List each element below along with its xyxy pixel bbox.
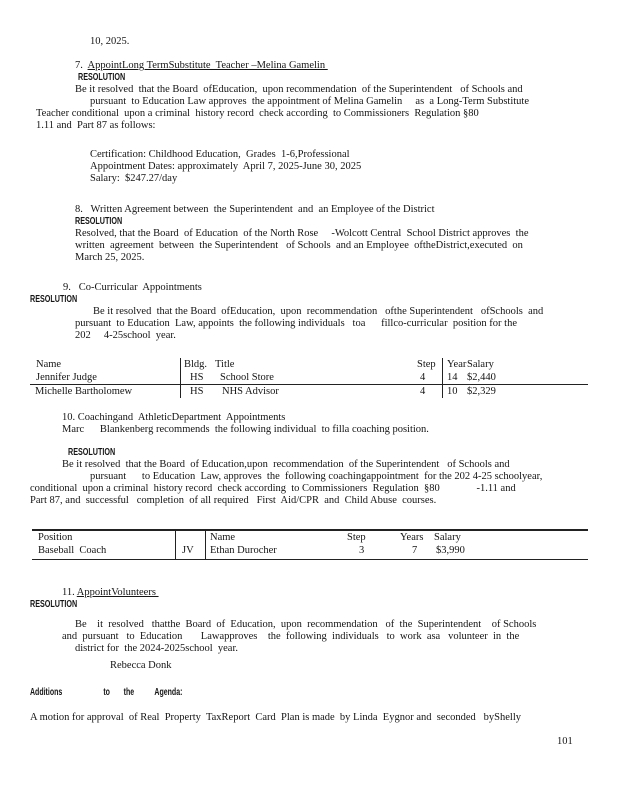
table-bottom-rule <box>32 559 588 560</box>
section-11-heading <box>62 587 590 599</box>
section-11 <box>30 587 590 672</box>
section-11-number: 11. <box>62 587 77 598</box>
column-header: Bldg. <box>184 359 208 370</box>
detail-line: Salary: $247.27/day <box>90 173 178 184</box>
table-row-cell: 14 <box>447 372 458 383</box>
section-7-heading <box>75 60 590 72</box>
table-row-cell: $3,990 <box>436 545 465 556</box>
section-7-title: AppointLong TermSubstitute Teacher –Melina Gamelin <box>87 60 328 71</box>
paragraph-line: pursuant to Education Law approves the appointment of Melina Gamelin as a Long-Term Substitute <box>90 96 529 107</box>
section-9-resolution-label: RESOLUTION <box>30 294 78 305</box>
paragraph-line: pursuant to Education Law, approves the following coachingappointment for the 202 4-25 schoolyear, <box>90 471 543 482</box>
additions-block <box>30 687 590 699</box>
column-header: Name <box>210 532 236 543</box>
section-11-title: AppointVolunteers <box>76 587 159 598</box>
section-7 <box>30 60 590 132</box>
date-line: 10, 2025. <box>90 36 130 47</box>
paragraph-line: Part 87, and successful completion of all required First Aid/CPR and Child Abuse courses. <box>30 495 437 506</box>
column-header: Step <box>417 359 436 370</box>
paragraph-line: Be it resolved thatthe Board of Education, upon recommendation of the Superintendent of Schools <box>75 619 537 630</box>
table-row-cell: School Store <box>220 372 274 383</box>
motion-block <box>30 712 590 724</box>
coaching-table <box>32 529 588 560</box>
paragraph-line: district for the 2024-2025school year. <box>75 643 239 654</box>
table-top-rule <box>32 529 588 531</box>
table-row-cell: 3 <box>359 545 365 556</box>
section-7-number: 7. <box>75 60 88 71</box>
section-11-resolution-label: RESOLUTION <box>30 599 78 610</box>
paragraph-line: Be it resolved that the Board of Education,upon recommendation of the Superintendent of Schools and <box>62 459 510 470</box>
page-number: 101 <box>557 736 573 747</box>
table-row-cell: NHS Advisor <box>222 386 279 397</box>
section-10-heading: 10. Coachingand AthleticDepartment Appointments <box>62 412 286 423</box>
detail-line: Certification: Childhood Education, Grades 1-6,Professional <box>90 149 350 160</box>
column-header: Salary <box>467 359 494 370</box>
paragraph-line: written agreement between the Superintendent of Schools and an Employee oftheDistrict,executed on <box>75 240 523 251</box>
section-9-heading: 9. Co-Curricular Appointments <box>63 282 202 293</box>
section-8-heading: 8. Written Agreement between the Superintendent and an Employee of the District <box>75 204 435 215</box>
section-10-intro: Marc Blankenberg recommends the following individual to filla coaching position. <box>62 424 429 435</box>
section-10 <box>30 412 590 507</box>
column-header: Salary <box>434 532 461 543</box>
paragraph-line: Teacher conditional upon a criminal history record check according to Commissioners Regulation §80 <box>36 108 479 119</box>
table-row-cell: $2,329 <box>467 386 496 397</box>
paragraph-line: Resolved, that the Board of Education of the North Rose -Wolcott Central School District approves the <box>75 228 529 239</box>
section-8-resolution-label: RESOLUTION <box>75 216 123 227</box>
column-header: Step <box>347 532 366 543</box>
column-header: Title <box>215 359 235 370</box>
detail-line: Appointment Dates: approximately April 7, 2025-June 30, 2025 <box>90 161 362 172</box>
section-10-resolution-label: RESOLUTION <box>68 447 116 458</box>
paragraph-line: conditional upon a criminal history record check according to Commissioners Regulation §80 -1.11 and <box>30 483 516 494</box>
section-7-resolution-label: RESOLUTION <box>78 72 126 83</box>
table-vertical-rule <box>180 358 181 398</box>
table-row-cell: Baseball Coach <box>38 545 107 556</box>
column-header: Name <box>36 359 62 370</box>
paragraph-line: Be it resolved that the Board ofEducation, upon recommendation ofthe Superintendent ofSchools and <box>93 306 544 317</box>
paragraph-line: 1.11 and Part 87 as follows: <box>36 120 156 131</box>
paragraph-line: March 25, 2025. <box>75 252 145 263</box>
section-8 <box>30 204 590 264</box>
table-row-cell: $2,440 <box>467 372 496 383</box>
date-line-block <box>30 36 590 48</box>
paragraph-line: pursuant to Education Law, appoints the following individuals toa fillco-curricular position for the <box>75 318 517 329</box>
table-row-cell: 10 <box>447 386 458 397</box>
co-curricular-table <box>30 358 588 400</box>
table-row-cell: 4 <box>420 386 426 397</box>
table-row-cell: JV <box>182 545 194 556</box>
table-vertical-rule <box>205 529 206 559</box>
table-vertical-rule <box>442 358 443 398</box>
additions-label: Additions to the Agenda: <box>30 687 183 698</box>
table-row-cell: Ethan Durocher <box>210 545 277 556</box>
column-header: Year <box>447 359 467 370</box>
paragraph-line: and pursuant to Education Lawapproves the following individuals to work asa volunteer in the <box>62 631 520 642</box>
table-row-cell: HS <box>190 386 204 397</box>
paragraph-line: Be it resolved that the Board ofEducation, upon recommendation of the Superintendent of Schools and <box>75 84 523 95</box>
column-header: Years <box>400 532 424 543</box>
section-9 <box>30 282 590 342</box>
table-row-cell: Jennifer Judge <box>36 372 97 383</box>
volunteer-name: Rebecca Donk <box>110 660 172 671</box>
paragraph-line: 202 4-25school year. <box>75 330 176 341</box>
motion-line: A motion for approval of Real Property TaxReport Card Plan is made by Linda Eygnor and seconded byShelly <box>30 712 522 723</box>
table-row-cell: Michelle Bartholomew <box>35 386 133 397</box>
table-row-cell: 7 <box>412 545 418 556</box>
table-row-cell: HS <box>190 372 204 383</box>
table-vertical-rule <box>175 529 176 559</box>
table-horizontal-rule <box>30 384 588 385</box>
table-row-cell: 4 <box>420 372 426 383</box>
column-header: Position <box>38 532 73 543</box>
section-7-details <box>30 149 590 185</box>
